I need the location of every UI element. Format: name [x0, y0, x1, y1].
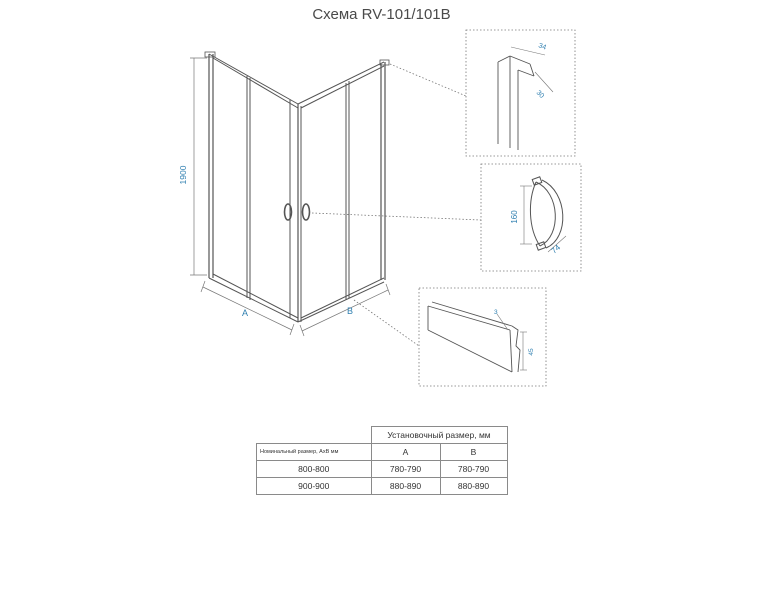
profile-detail — [466, 30, 575, 156]
table-row-header: Номинальный размер, АхВ мм — [257, 444, 372, 461]
side-b-dimension — [300, 284, 390, 336]
side-b-label: B — [346, 306, 354, 316]
table-row — [257, 478, 508, 495]
profile-width-label: 34 — [537, 42, 548, 52]
height-dimension — [190, 58, 207, 275]
diagram-title: Схема RV-101/101B — [312, 6, 451, 23]
table-cell-b: 780-790 — [440, 461, 507, 478]
table-col-a: A — [371, 444, 440, 461]
table-cell-nominal: 800-800 — [257, 461, 372, 478]
side-a-label: A — [241, 308, 249, 318]
handle-height-label: 160 — [510, 210, 519, 224]
size-table — [256, 426, 508, 495]
table-subheader-row — [257, 444, 508, 461]
table-cell-nominal: 900-900 — [257, 478, 372, 495]
table-group-header: Установочный размер, мм — [371, 427, 507, 444]
handle-width-label: 74 — [549, 242, 563, 256]
height-label: 1900 — [178, 165, 188, 185]
guide-height-label: 45 — [528, 348, 535, 356]
guide-gap-label: 3 — [494, 309, 498, 316]
table-col-b: B — [440, 444, 507, 461]
table-blank-cell — [257, 427, 372, 444]
shower-enclosure — [205, 52, 389, 322]
profile-depth-label: 30 — [534, 89, 546, 100]
table-cell-b: 880-890 — [440, 478, 507, 495]
table-cell-a: 780-790 — [371, 461, 440, 478]
guide-detail — [419, 288, 546, 386]
table-row — [257, 461, 508, 478]
handle-detail — [481, 164, 581, 271]
table-header-row — [257, 427, 508, 444]
table-cell-a: 880-890 — [371, 478, 440, 495]
